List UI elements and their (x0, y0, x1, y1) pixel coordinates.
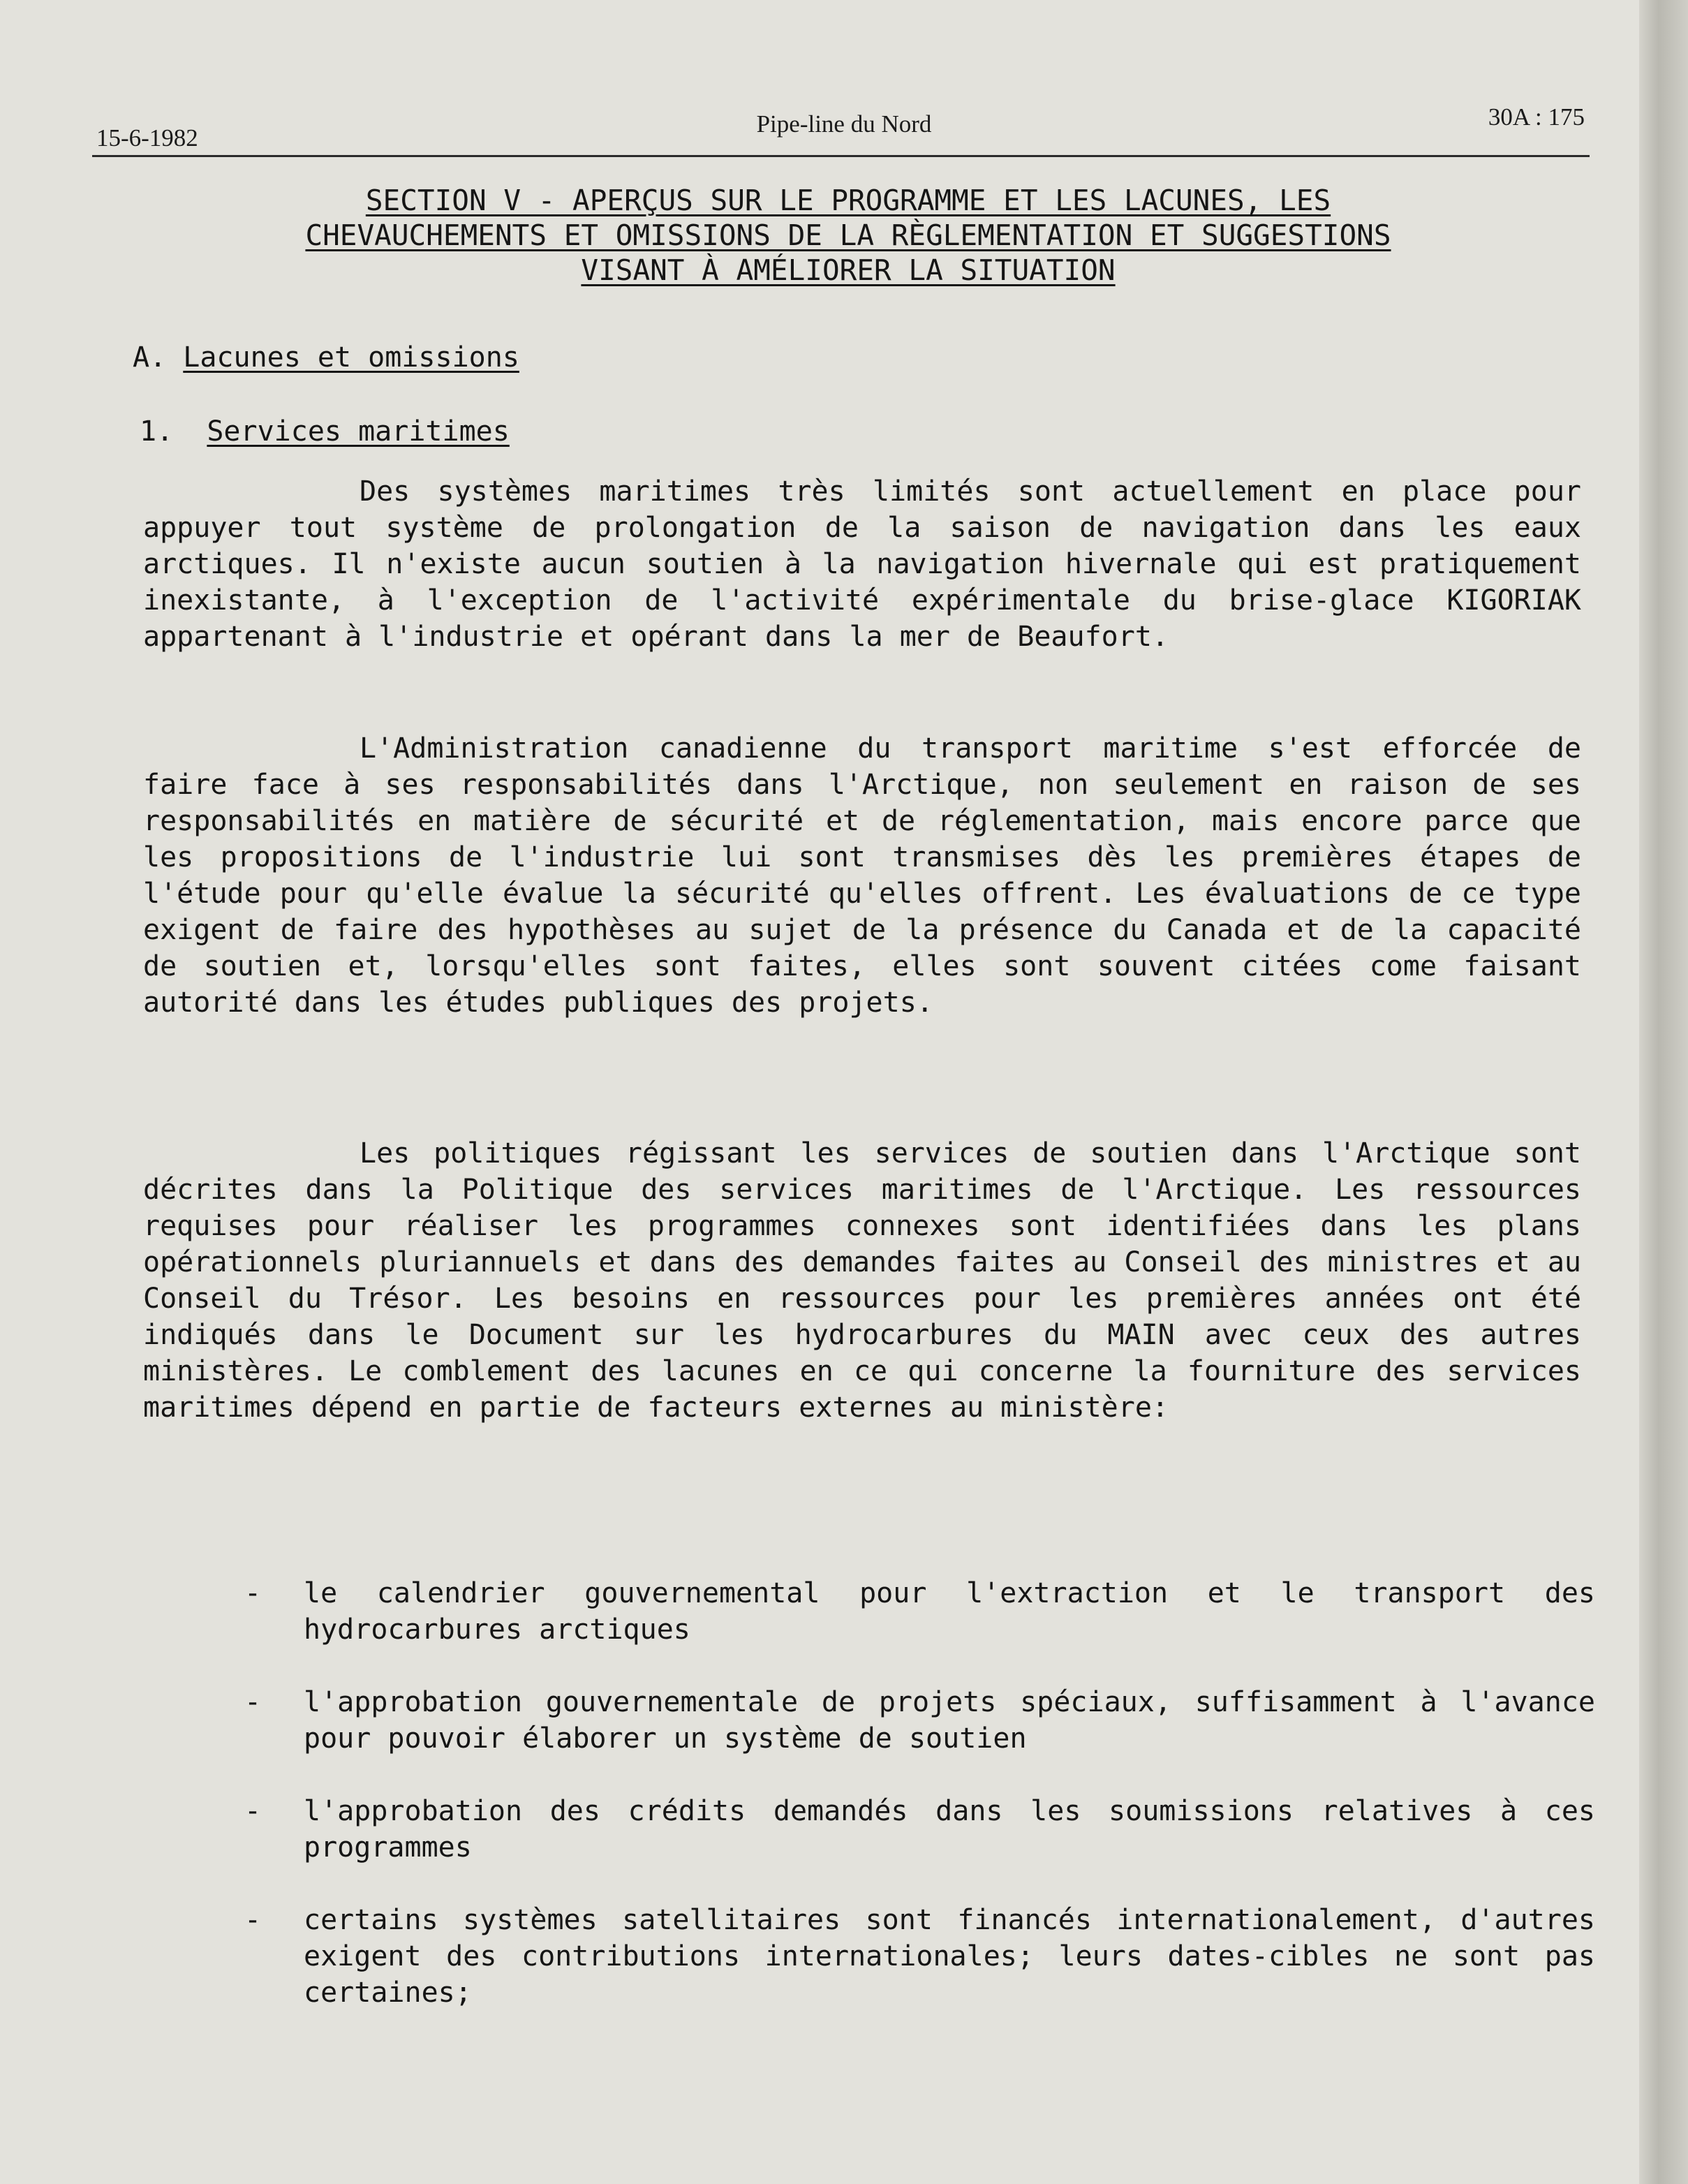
header-rule (92, 155, 1590, 157)
heading-a-marker: A. (133, 341, 167, 374)
bullet-dash: - (244, 1686, 262, 1718)
bullet-item (244, 1575, 1595, 1648)
bullet-item (244, 1902, 1595, 2011)
paragraph-1-text: Des systèmes maritimes très limités sont actuellement en place pour appuyer tout système de prolongation de la saison de navigation dans les eaux arctiques. Il n'existe aucun soutien à la navigation hivernale qui est pratiquement inexistante, à l'exception de l'activité expérimentale du brise-glace KIGORIAK appartenant à l'industrie et opérant dans la mer de Beaufort. (143, 475, 1581, 653)
paragraph-3 (143, 1135, 1581, 1426)
paragraph-2 (143, 730, 1581, 1021)
section-title-line-1: SECTION V - APERÇUS SUR LE PROGRAMME ET LES LACUNES, LES (365, 184, 1331, 217)
heading-1-marker: 1. (140, 415, 174, 448)
bullet-text: le calendrier gouvernemental pour l'extraction et le transport des hydrocarbures arctiques (304, 1577, 1595, 1646)
header-page-number: 30A : 175 (1488, 103, 1585, 131)
heading-a (133, 339, 519, 376)
heading-1 (140, 413, 510, 450)
paragraph-3-text: Les politiques régissant les services de soutien dans l'Arctique sont décrites dans la Politique des services maritimes de l'Arctique. Les ressources requises pour réaliser les programmes connexes sont identifiées dans les plans opérationnels pluriannuels et dans des demandes faites au Conseil des ministres et au Conseil du Trésor. Les besoins en ressources pour les premières années ont été indiqués dans le Document sur les hydrocarbures du MAIN avec ceux des autres ministères. Le comblement des lacunes en ce qui concerne la fourniture des services maritimes dépend en partie de facteurs externes au ministère: (143, 1137, 1581, 1424)
bullet-item (244, 1684, 1595, 1757)
header-date: 15-6-1982 (96, 124, 198, 152)
bullet-dash: - (244, 1795, 262, 1827)
paragraph-1 (143, 473, 1581, 655)
bullet-text: l'approbation des crédits demandés dans les soumissions relatives à ces programmes (304, 1795, 1595, 1864)
section-title-line-3: VISANT À AMÉLIORER LA SITUATION (581, 253, 1116, 287)
bullet-dash: - (244, 1577, 262, 1609)
bullet-text: l'approbation gouvernementale de projets spéciaux, suffisamment à l'avance pour pouvoir élaborer un système de soutien (304, 1686, 1595, 1755)
heading-a-label: Lacunes et omissions (183, 341, 519, 374)
bullet-item (244, 1793, 1595, 1866)
bullet-text: certains systèmes satellitaires sont financés internationalement, d'autres exigent des contributions internationales; leurs dates-cibles ne sont pas certaines; (304, 1904, 1595, 2009)
bullet-list (244, 1575, 1595, 2047)
page-binding-edge (1639, 0, 1688, 2184)
header-title: Pipe-line du Nord (756, 110, 932, 138)
section-title-line-2: CHEVAUCHEMENTS ET OMISSIONS DE LA RÈGLEMENTATION ET SUGGESTIONS (305, 219, 1391, 252)
bullet-dash: - (244, 1904, 262, 1936)
heading-1-label: Services maritimes (207, 415, 510, 448)
paragraph-2-text: L'Administration canadienne du transport maritime s'est efforcée de faire face à ses responsabilités dans l'Arctique, non seulement en raison de ses responsabilités en matière de sécurité et de réglementation, mais encore parce que les propositions de l'industrie lui sont transmises dès les premières étapes de l'étude pour qu'elle évalue la sécurité qu'elles offrent. Les évaluations de ce type exigent de faire des hypothèses au sujet de la présence du Canada et de la capacité de soutien et, lorsqu'elles sont faites, elles sont souvent citées come faisant autorité dans les études publiques des projets. (143, 732, 1581, 1019)
section-title (140, 183, 1557, 288)
